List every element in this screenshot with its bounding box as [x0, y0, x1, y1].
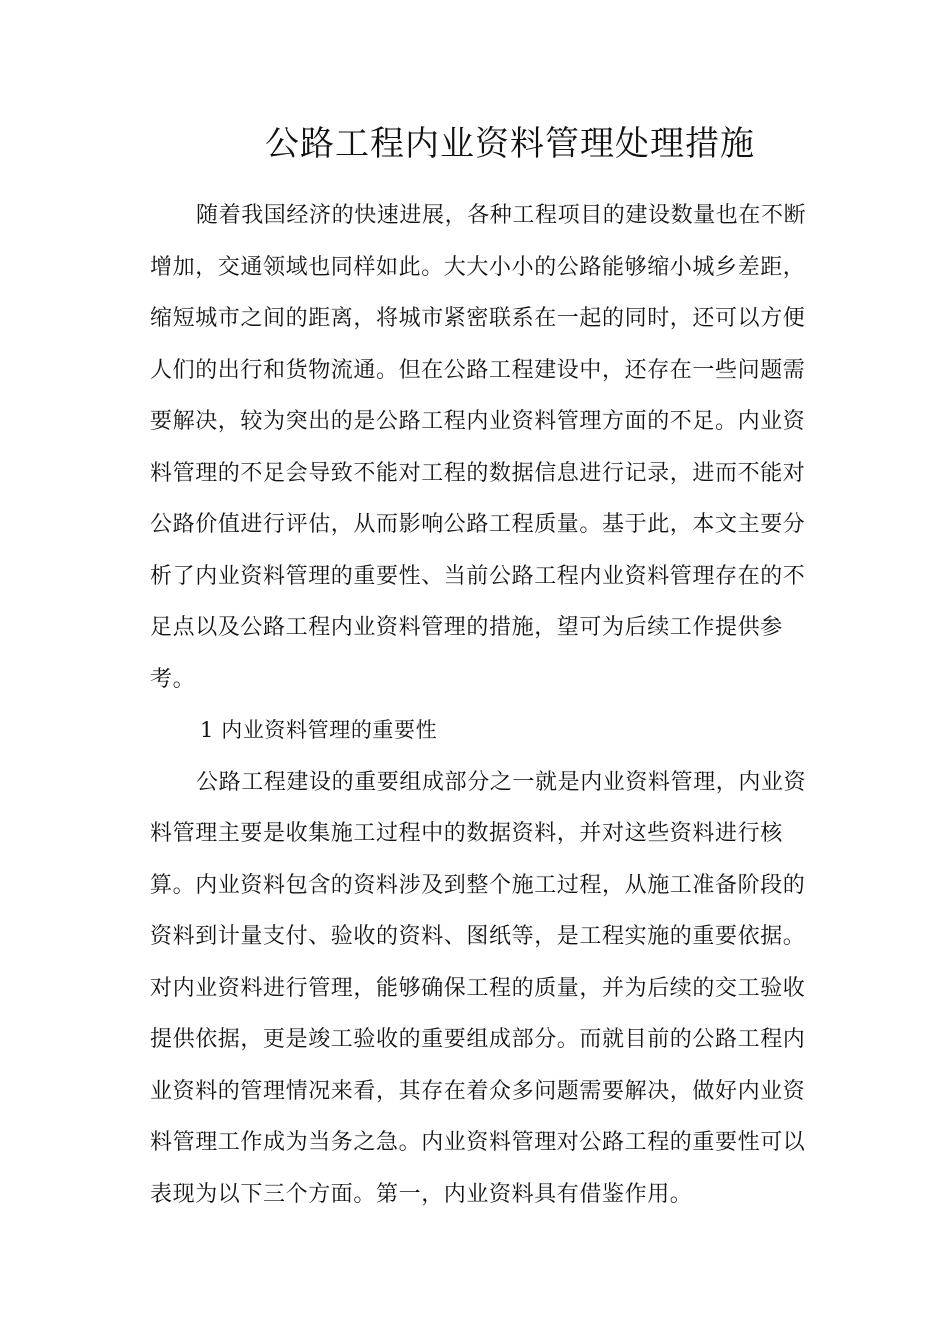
section-heading: 1 内业资料管理的重要性	[200, 718, 438, 742]
paragraph-line: 随着我国经济的快速进展，各种工程项目的建设数量也在不断	[196, 203, 807, 228]
paragraph-line: 析了内业资料管理的重要性、当前公路工程内业资料管理存在的不	[150, 563, 806, 589]
paragraph-line: 料管理主要是收集施工过程中的数据资料，并对这些资料进行核	[150, 821, 783, 846]
paragraph-line: 足点以及公路工程内业资料管理的措施，望可为后续工作提供参	[150, 615, 783, 640]
paragraph-line: 提供依据，更是竣工验收的重要组成部分。而就目前的公路工程内	[150, 1027, 806, 1052]
paragraph-line: 公路工程建设的重要组成部分之一就是内业资料管理，内业资	[196, 769, 807, 795]
paragraph-line: 人们的出行和货物流通。但在公路工程建设中，还存在一些问题需	[150, 357, 806, 383]
paragraph-line: 增加，交通领域也同样如此。大大小小的公路能够缩小城乡差距，	[150, 254, 806, 280]
paragraph-line: 缩短城市之间的距离，将城市紧密联系在一起的同时，还可以方便	[150, 306, 806, 331]
paragraph-line: 料管理工作成为当务之急。内业资料管理对公路工程的重要性可以	[150, 1130, 806, 1155]
document-title: 公路工程内业资料管理处理措施	[265, 124, 755, 164]
paragraph-line: 业资料的管理情况来看，其存在着众多问题需要解决，做好内业资	[150, 1078, 806, 1104]
paragraph-line: 资料到计量支付、验收的资料、图纸等，是工程实施的重要依据。	[150, 924, 806, 949]
paragraph-line: 公路价值进行评估，从而影响公路工程质量。基于此，本文主要分	[150, 512, 806, 537]
paragraph-line: 对内业资料进行管理，能够确保工程的质量，并为后续的交工验收	[150, 975, 806, 1001]
paragraph-line: 料管理的不足会导致不能对工程的数据信息进行记录，进而不能对	[150, 460, 806, 486]
document-body	[150, 190, 810, 1220]
paragraph-line: 表现为以下三个方面。第一，内业资料具有借鉴作用。	[150, 1181, 693, 1207]
paragraph-line: 考。	[150, 666, 196, 692]
paragraph-line: 要解决，较为突出的是公路工程内业资料管理方面的不足。内业资	[150, 409, 806, 434]
paragraph-line: 算。内业资料包含的资料涉及到整个施工过程，从施工准备阶段的	[150, 872, 806, 898]
